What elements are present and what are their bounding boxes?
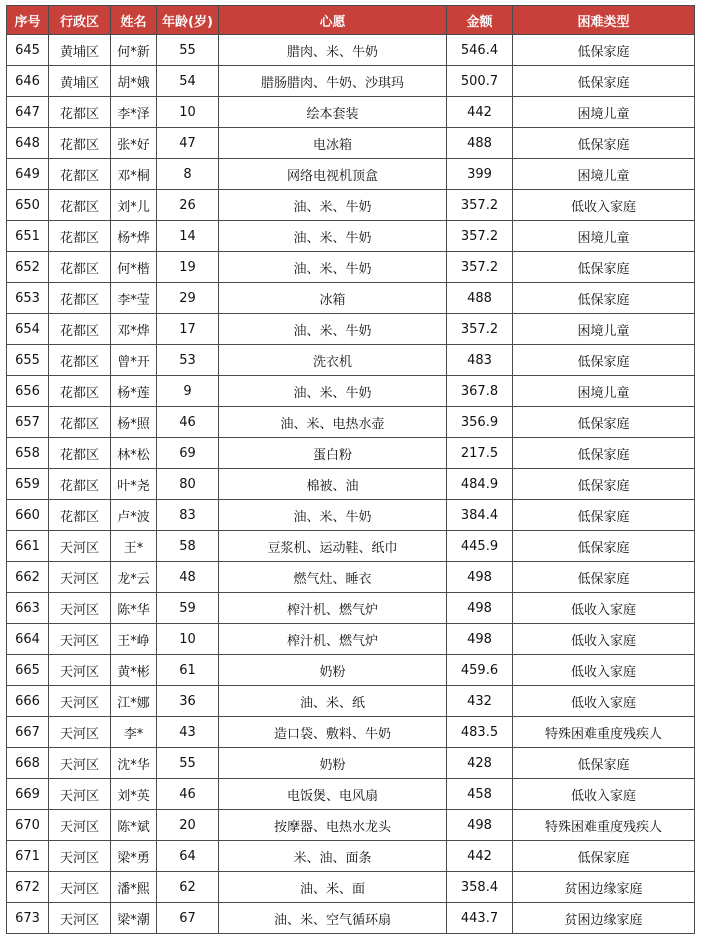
table-row <box>7 345 695 376</box>
cell-amount: 384.4 <box>447 500 513 531</box>
cell-district: 天河区 <box>49 562 111 593</box>
cell-age: 69 <box>157 438 219 469</box>
cell-amount: 484.9 <box>447 469 513 500</box>
cell-amount: 442 <box>447 97 513 128</box>
cell-wish: 油、米、牛奶 <box>219 252 447 283</box>
cell-district: 天河区 <box>49 531 111 562</box>
cell-hardship-type: 贫困边缘家庭 <box>513 903 695 934</box>
cell-serial-number: 647 <box>7 97 49 128</box>
cell-age: 8 <box>157 159 219 190</box>
cell-wish: 绘本套装 <box>219 97 447 128</box>
cell-hardship-type: 低保家庭 <box>513 500 695 531</box>
cell-serial-number: 662 <box>7 562 49 593</box>
header-amount: 金额 <box>447 6 513 35</box>
cell-name: 江*娜 <box>111 686 157 717</box>
cell-district: 天河区 <box>49 841 111 872</box>
table-row <box>7 190 695 221</box>
cell-hardship-type: 低保家庭 <box>513 35 695 66</box>
cell-amount: 498 <box>447 810 513 841</box>
cell-amount: 488 <box>447 128 513 159</box>
cell-age: 46 <box>157 407 219 438</box>
cell-amount: 483.5 <box>447 717 513 748</box>
cell-hardship-type: 低保家庭 <box>513 407 695 438</box>
cell-amount: 498 <box>447 593 513 624</box>
table-row <box>7 903 695 934</box>
cell-name: 王* <box>111 531 157 562</box>
cell-district: 花都区 <box>49 469 111 500</box>
cell-serial-number: 646 <box>7 66 49 97</box>
cell-wish: 米、油、面条 <box>219 841 447 872</box>
cell-name: 邓*桐 <box>111 159 157 190</box>
cell-name: 曾*开 <box>111 345 157 376</box>
cell-serial-number: 667 <box>7 717 49 748</box>
cell-wish: 油、米、面 <box>219 872 447 903</box>
cell-wish: 洗衣机 <box>219 345 447 376</box>
cell-amount: 459.6 <box>447 655 513 686</box>
cell-wish: 榨汁机、燃气炉 <box>219 593 447 624</box>
table-row <box>7 810 695 841</box>
cell-wish: 腊肉、米、牛奶 <box>219 35 447 66</box>
cell-amount: 357.2 <box>447 190 513 221</box>
cell-amount: 356.9 <box>447 407 513 438</box>
cell-name: 潘*熙 <box>111 872 157 903</box>
cell-age: 61 <box>157 655 219 686</box>
table-row <box>7 128 695 159</box>
cell-age: 46 <box>157 779 219 810</box>
cell-age: 26 <box>157 190 219 221</box>
table-row <box>7 469 695 500</box>
cell-district: 花都区 <box>49 407 111 438</box>
cell-district: 花都区 <box>49 438 111 469</box>
cell-name: 卢*波 <box>111 500 157 531</box>
cell-wish: 油、米、电热水壶 <box>219 407 447 438</box>
cell-serial-number: 657 <box>7 407 49 438</box>
cell-wish: 油、米、牛奶 <box>219 500 447 531</box>
cell-amount: 442 <box>447 841 513 872</box>
cell-serial-number: 666 <box>7 686 49 717</box>
cell-hardship-type: 低收入家庭 <box>513 686 695 717</box>
cell-serial-number: 650 <box>7 190 49 221</box>
cell-name: 刘*英 <box>111 779 157 810</box>
table-row <box>7 655 695 686</box>
header-age: 年龄(岁) <box>157 6 219 35</box>
cell-serial-number: 645 <box>7 35 49 66</box>
table-row <box>7 748 695 779</box>
cell-hardship-type: 低收入家庭 <box>513 655 695 686</box>
cell-name: 林*松 <box>111 438 157 469</box>
cell-wish: 电饭煲、电风扇 <box>219 779 447 810</box>
cell-age: 53 <box>157 345 219 376</box>
cell-hardship-type: 低保家庭 <box>513 438 695 469</box>
cell-name: 胡*娥 <box>111 66 157 97</box>
cell-name: 刘*儿 <box>111 190 157 221</box>
cell-district: 天河区 <box>49 655 111 686</box>
cell-name: 李*莹 <box>111 283 157 314</box>
table-row <box>7 686 695 717</box>
cell-amount: 445.9 <box>447 531 513 562</box>
cell-amount: 367.8 <box>447 376 513 407</box>
cell-serial-number: 649 <box>7 159 49 190</box>
cell-wish: 榨汁机、燃气炉 <box>219 624 447 655</box>
cell-district: 天河区 <box>49 624 111 655</box>
cell-wish: 按摩器、电热水龙头 <box>219 810 447 841</box>
cell-serial-number: 664 <box>7 624 49 655</box>
cell-district: 花都区 <box>49 376 111 407</box>
cell-amount: 546.4 <box>447 35 513 66</box>
cell-name: 张*好 <box>111 128 157 159</box>
header-wish: 心愿 <box>219 6 447 35</box>
cell-age: 17 <box>157 314 219 345</box>
cell-wish: 油、米、牛奶 <box>219 190 447 221</box>
cell-hardship-type: 困境儿童 <box>513 376 695 407</box>
cell-amount: 399 <box>447 159 513 190</box>
cell-district: 花都区 <box>49 283 111 314</box>
cell-age: 14 <box>157 221 219 252</box>
cell-hardship-type: 特殊困难重度残疾人 <box>513 717 695 748</box>
cell-hardship-type: 困境儿童 <box>513 221 695 252</box>
table-row <box>7 779 695 810</box>
cell-hardship-type: 困境儿童 <box>513 97 695 128</box>
cell-serial-number: 652 <box>7 252 49 283</box>
cell-district: 花都区 <box>49 159 111 190</box>
cell-age: 48 <box>157 562 219 593</box>
cell-wish: 蛋白粉 <box>219 438 447 469</box>
cell-wish: 冰箱 <box>219 283 447 314</box>
cell-age: 80 <box>157 469 219 500</box>
cell-age: 55 <box>157 748 219 779</box>
cell-wish: 油、米、牛奶 <box>219 221 447 252</box>
cell-serial-number: 663 <box>7 593 49 624</box>
cell-district: 天河区 <box>49 748 111 779</box>
cell-hardship-type: 低保家庭 <box>513 841 695 872</box>
cell-hardship-type: 低保家庭 <box>513 345 695 376</box>
cell-name: 杨*照 <box>111 407 157 438</box>
cell-age: 9 <box>157 376 219 407</box>
cell-hardship-type: 低收入家庭 <box>513 593 695 624</box>
cell-hardship-type: 低收入家庭 <box>513 190 695 221</box>
cell-serial-number: 671 <box>7 841 49 872</box>
cell-hardship-type: 低收入家庭 <box>513 779 695 810</box>
table-row <box>7 500 695 531</box>
table-row <box>7 841 695 872</box>
cell-district: 天河区 <box>49 686 111 717</box>
cell-hardship-type: 困境儿童 <box>513 314 695 345</box>
table-row <box>7 531 695 562</box>
table-row <box>7 159 695 190</box>
cell-hardship-type: 贫困边缘家庭 <box>513 872 695 903</box>
cell-serial-number: 665 <box>7 655 49 686</box>
cell-name: 陈*华 <box>111 593 157 624</box>
cell-age: 59 <box>157 593 219 624</box>
cell-district: 花都区 <box>49 221 111 252</box>
cell-district: 天河区 <box>49 903 111 934</box>
cell-hardship-type: 低保家庭 <box>513 531 695 562</box>
cell-district: 天河区 <box>49 779 111 810</box>
cell-wish: 燃气灶、睡衣 <box>219 562 447 593</box>
cell-age: 55 <box>157 35 219 66</box>
header-district: 行政区 <box>49 6 111 35</box>
cell-amount: 498 <box>447 562 513 593</box>
cell-amount: 443.7 <box>447 903 513 934</box>
cell-serial-number: 655 <box>7 345 49 376</box>
cell-wish: 油、米、牛奶 <box>219 314 447 345</box>
header-serial-number: 序号 <box>7 6 49 35</box>
cell-name: 龙*云 <box>111 562 157 593</box>
table-row <box>7 438 695 469</box>
wish-list-sheet <box>6 5 695 934</box>
cell-hardship-type: 低保家庭 <box>513 128 695 159</box>
cell-age: 10 <box>157 624 219 655</box>
table-row <box>7 717 695 748</box>
cell-hardship-type: 低保家庭 <box>513 748 695 779</box>
cell-wish: 油、米、纸 <box>219 686 447 717</box>
table-row <box>7 407 695 438</box>
cell-age: 10 <box>157 97 219 128</box>
cell-age: 19 <box>157 252 219 283</box>
table-row <box>7 252 695 283</box>
cell-amount: 498 <box>447 624 513 655</box>
table-row <box>7 314 695 345</box>
cell-hardship-type: 特殊困难重度残疾人 <box>513 810 695 841</box>
cell-age: 20 <box>157 810 219 841</box>
cell-district: 天河区 <box>49 717 111 748</box>
cell-district: 天河区 <box>49 872 111 903</box>
cell-name: 何*新 <box>111 35 157 66</box>
cell-age: 43 <box>157 717 219 748</box>
cell-serial-number: 668 <box>7 748 49 779</box>
cell-wish: 油、米、空气循环扇 <box>219 903 447 934</box>
cell-district: 天河区 <box>49 593 111 624</box>
table-body <box>7 35 695 934</box>
cell-serial-number: 653 <box>7 283 49 314</box>
cell-amount: 432 <box>447 686 513 717</box>
cell-serial-number: 658 <box>7 438 49 469</box>
cell-name: 邓*烨 <box>111 314 157 345</box>
cell-age: 58 <box>157 531 219 562</box>
table-row <box>7 872 695 903</box>
cell-serial-number: 673 <box>7 903 49 934</box>
cell-hardship-type: 困境儿童 <box>513 159 695 190</box>
cell-wish: 电冰箱 <box>219 128 447 159</box>
cell-amount: 488 <box>447 283 513 314</box>
cell-hardship-type: 低保家庭 <box>513 283 695 314</box>
cell-district: 花都区 <box>49 314 111 345</box>
cell-serial-number: 654 <box>7 314 49 345</box>
cell-name: 王*峥 <box>111 624 157 655</box>
cell-name: 李*泽 <box>111 97 157 128</box>
table-row <box>7 35 695 66</box>
cell-hardship-type: 低保家庭 <box>513 252 695 283</box>
cell-serial-number: 648 <box>7 128 49 159</box>
table-row <box>7 221 695 252</box>
cell-serial-number: 672 <box>7 872 49 903</box>
cell-name: 李* <box>111 717 157 748</box>
cell-serial-number: 669 <box>7 779 49 810</box>
cell-amount: 358.4 <box>447 872 513 903</box>
cell-wish: 奶粉 <box>219 748 447 779</box>
cell-wish: 奶粉 <box>219 655 447 686</box>
table-row <box>7 97 695 128</box>
cell-age: 36 <box>157 686 219 717</box>
cell-wish: 腊肠腊肉、牛奶、沙琪玛 <box>219 66 447 97</box>
cell-wish: 造口袋、敷料、牛奶 <box>219 717 447 748</box>
table-row <box>7 376 695 407</box>
cell-district: 花都区 <box>49 252 111 283</box>
cell-serial-number: 659 <box>7 469 49 500</box>
cell-age: 29 <box>157 283 219 314</box>
cell-district: 花都区 <box>49 500 111 531</box>
cell-amount: 217.5 <box>447 438 513 469</box>
cell-serial-number: 670 <box>7 810 49 841</box>
cell-amount: 357.2 <box>447 314 513 345</box>
cell-district: 花都区 <box>49 190 111 221</box>
table-header-row <box>7 6 695 35</box>
cell-name: 何*楷 <box>111 252 157 283</box>
cell-name: 杨*莲 <box>111 376 157 407</box>
cell-name: 沈*华 <box>111 748 157 779</box>
cell-amount: 357.2 <box>447 221 513 252</box>
table-row <box>7 66 695 97</box>
cell-amount: 357.2 <box>447 252 513 283</box>
cell-wish: 网络电视机顶盒 <box>219 159 447 190</box>
cell-name: 杨*烨 <box>111 221 157 252</box>
table-row <box>7 624 695 655</box>
cell-hardship-type: 低保家庭 <box>513 469 695 500</box>
cell-name: 梁*潮 <box>111 903 157 934</box>
cell-age: 64 <box>157 841 219 872</box>
cell-age: 62 <box>157 872 219 903</box>
cell-serial-number: 661 <box>7 531 49 562</box>
header-name: 姓名 <box>111 6 157 35</box>
cell-serial-number: 656 <box>7 376 49 407</box>
cell-age: 47 <box>157 128 219 159</box>
cell-amount: 428 <box>447 748 513 779</box>
cell-hardship-type: 低保家庭 <box>513 66 695 97</box>
cell-hardship-type: 低保家庭 <box>513 562 695 593</box>
cell-amount: 458 <box>447 779 513 810</box>
cell-wish: 豆浆机、运动鞋、纸巾 <box>219 531 447 562</box>
cell-name: 陈*斌 <box>111 810 157 841</box>
cell-name: 梁*勇 <box>111 841 157 872</box>
cell-wish: 油、米、牛奶 <box>219 376 447 407</box>
cell-age: 54 <box>157 66 219 97</box>
header-hardship-type: 困难类型 <box>513 6 695 35</box>
cell-district: 花都区 <box>49 345 111 376</box>
cell-serial-number: 660 <box>7 500 49 531</box>
cell-hardship-type: 低收入家庭 <box>513 624 695 655</box>
cell-name: 叶*尧 <box>111 469 157 500</box>
cell-wish: 棉被、油 <box>219 469 447 500</box>
cell-district: 花都区 <box>49 128 111 159</box>
table-row <box>7 562 695 593</box>
cell-district: 天河区 <box>49 810 111 841</box>
cell-amount: 483 <box>447 345 513 376</box>
table-row <box>7 283 695 314</box>
cell-district: 黄埔区 <box>49 35 111 66</box>
cell-age: 67 <box>157 903 219 934</box>
cell-district: 花都区 <box>49 97 111 128</box>
cell-name: 黄*彬 <box>111 655 157 686</box>
cell-age: 83 <box>157 500 219 531</box>
cell-serial-number: 651 <box>7 221 49 252</box>
cell-district: 黄埔区 <box>49 66 111 97</box>
table-row <box>7 593 695 624</box>
cell-amount: 500.7 <box>447 66 513 97</box>
wish-list-table <box>6 5 695 934</box>
